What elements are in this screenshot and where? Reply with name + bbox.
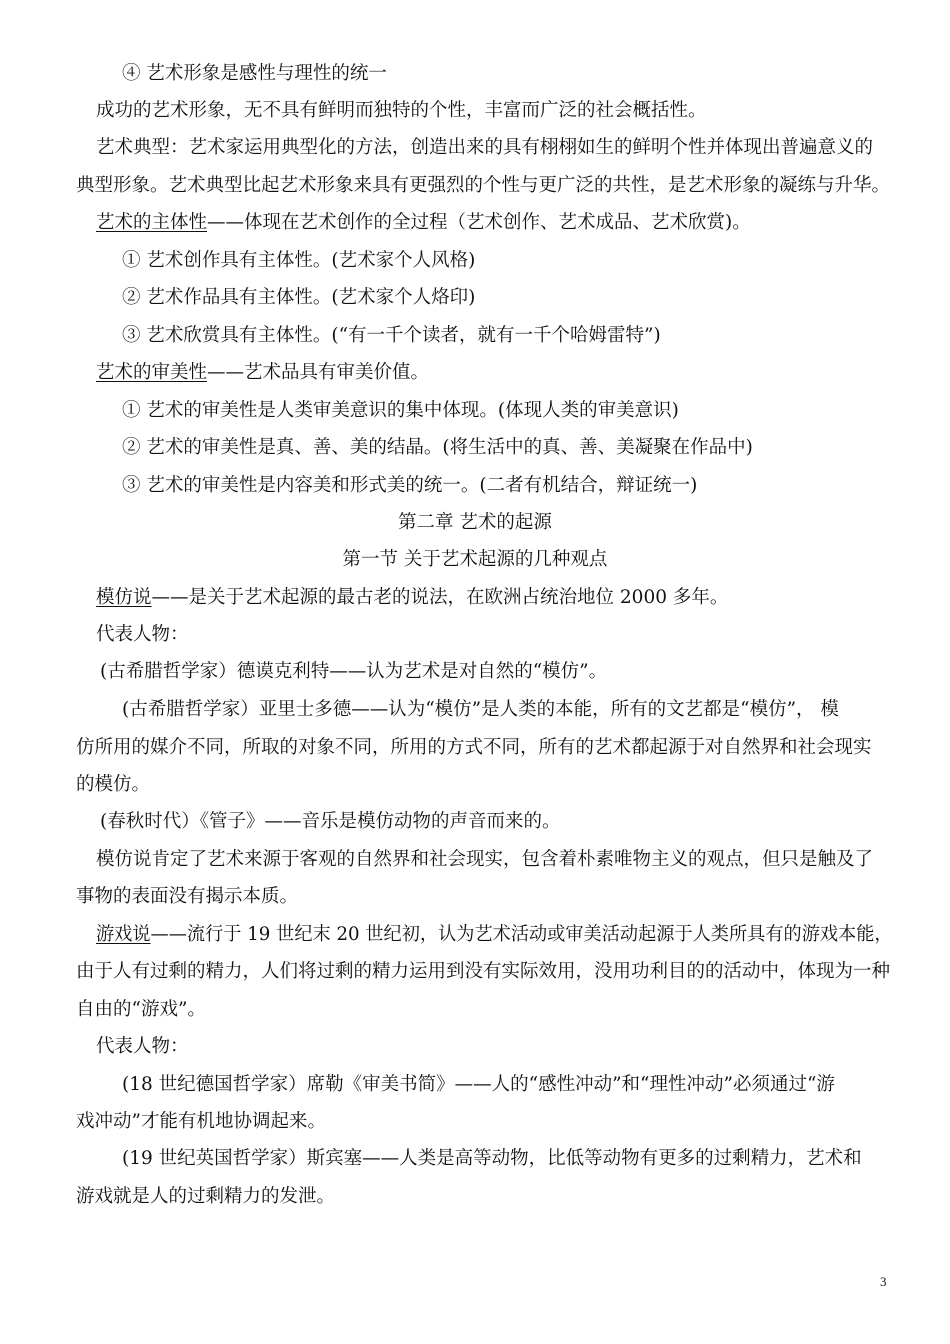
definition-aesthetic: ——艺术品具有审美价值。 xyxy=(207,362,430,383)
representative-aristotle-cont: 仿所用的媒介不同，所取的对象不同，所用的方式不同，所有的艺术都起源于对自然界和社会现实 xyxy=(76,737,872,758)
section-title: 第一节 关于艺术起源的几种观点 xyxy=(342,549,608,570)
heading-aesthetic xyxy=(96,361,429,385)
label-representatives: 代表人物： xyxy=(96,624,189,645)
page-number: 3 xyxy=(880,1274,887,1289)
heading-imitation xyxy=(96,586,728,610)
list-item-4: ④ 艺术形象是感性与理性的统一 xyxy=(122,63,387,84)
list-item-3: ③ 艺术的审美性是内容美和形式美的统一。(二者有机结合，辩证统一) xyxy=(122,475,698,496)
definition-play: ——流行于 19 世纪末 20 世纪初，认为艺术活动或审美活动起源于人类所具有的游戏本能， xyxy=(150,924,893,945)
term-aesthetic: 艺术的审美性 xyxy=(96,362,208,383)
term-play: 游戏说 xyxy=(96,924,151,945)
paragraph-play-end: 自由的“游戏”。 xyxy=(76,999,206,1020)
representative-spencer: (19 世纪英国哲学家）斯宾塞——人类是高等动物，比低等动物有更多的过剩精力，艺术和 xyxy=(122,1148,862,1169)
representative-democritus: (古希腊哲学家）德谟克利特——认为艺术是对自然的“模仿”。 xyxy=(100,661,608,682)
paragraph-typical-1: 艺术典型：艺术家运用典型化的方法，创造出来的具有栩栩如生的鲜明个性并体现出普遍意义的 xyxy=(96,137,874,158)
representative-schiller-cont: 戏冲动”才能有机地协调起来。 xyxy=(76,1111,326,1132)
paragraph-typical-2: 典型形象。艺术典型比起艺术形象来具有更强烈的个性与更广泛的共性，是艺术形象的凝练与升华。 xyxy=(76,175,891,196)
representative-aristotle-end: 的模仿。 xyxy=(76,774,151,795)
heading-play xyxy=(96,923,893,947)
representative-guanzi: (春秋时代）《管子》——音乐是模仿动物的声音而来的。 xyxy=(100,811,561,832)
paragraph-play-cont: 由于人有过剩的精力，人们将过剩的精力运用到没有实际效用，没用功利目的的活动中，体现为一种 xyxy=(76,961,891,982)
list-item-3: ③ 艺术欣赏具有主体性。(“有一千个读者，就有一千个哈姆雷特”) xyxy=(122,325,661,346)
paragraph-imitation-summary-end: 事物的表面没有揭示本质。 xyxy=(76,886,299,907)
list-item-2: ② 艺术作品具有主体性。(艺术家个人烙印) xyxy=(122,287,476,308)
heading-subjectivity xyxy=(96,211,751,235)
representative-spencer-cont: 游戏就是人的过剩精力的发泄。 xyxy=(76,1186,336,1207)
term-subjectivity: 艺术的主体性 xyxy=(96,212,208,233)
list-item-1: ① 艺术创作具有主体性。(艺术家个人风格) xyxy=(122,250,476,271)
representative-schiller: (18 世纪德国哲学家）席勒《审美书简》——人的“感性冲动”和“理性冲动”必须通过“游 xyxy=(122,1074,835,1095)
list-item-2: ② 艺术的审美性是真、善、美的结晶。(将生活中的真、善、美凝聚在作品中) xyxy=(122,437,753,458)
paragraph-imitation-summary: 模仿说肯定了艺术来源于客观的自然界和社会现实，包含着朴素唯物主义的观点，但只是触及了 xyxy=(96,849,874,870)
definition-imitation: ——是关于艺术起源的最古老的说法，在欧洲占统治地位 2000 多年。 xyxy=(151,587,729,608)
definition-subjectivity: ——体现在艺术创作的全过程（艺术创作、艺术成品、艺术欣赏)。 xyxy=(207,212,751,233)
paragraph: 成功的艺术形象，无不具有鲜明而独特的个性，丰富而广泛的社会概括性。 xyxy=(96,100,707,121)
list-item-1: ① 艺术的审美性是人类审美意识的集中体现。(体现人类的审美意识) xyxy=(122,400,679,421)
chapter-title: 第二章 艺术的起源 xyxy=(398,512,552,533)
label-representatives: 代表人物： xyxy=(96,1036,189,1057)
term-imitation: 模仿说 xyxy=(96,587,152,608)
representative-aristotle: (古希腊哲学家）亚里士多德——认为“模仿”是人类的本能，所有的文艺都是“模仿”， 模 xyxy=(122,699,839,720)
